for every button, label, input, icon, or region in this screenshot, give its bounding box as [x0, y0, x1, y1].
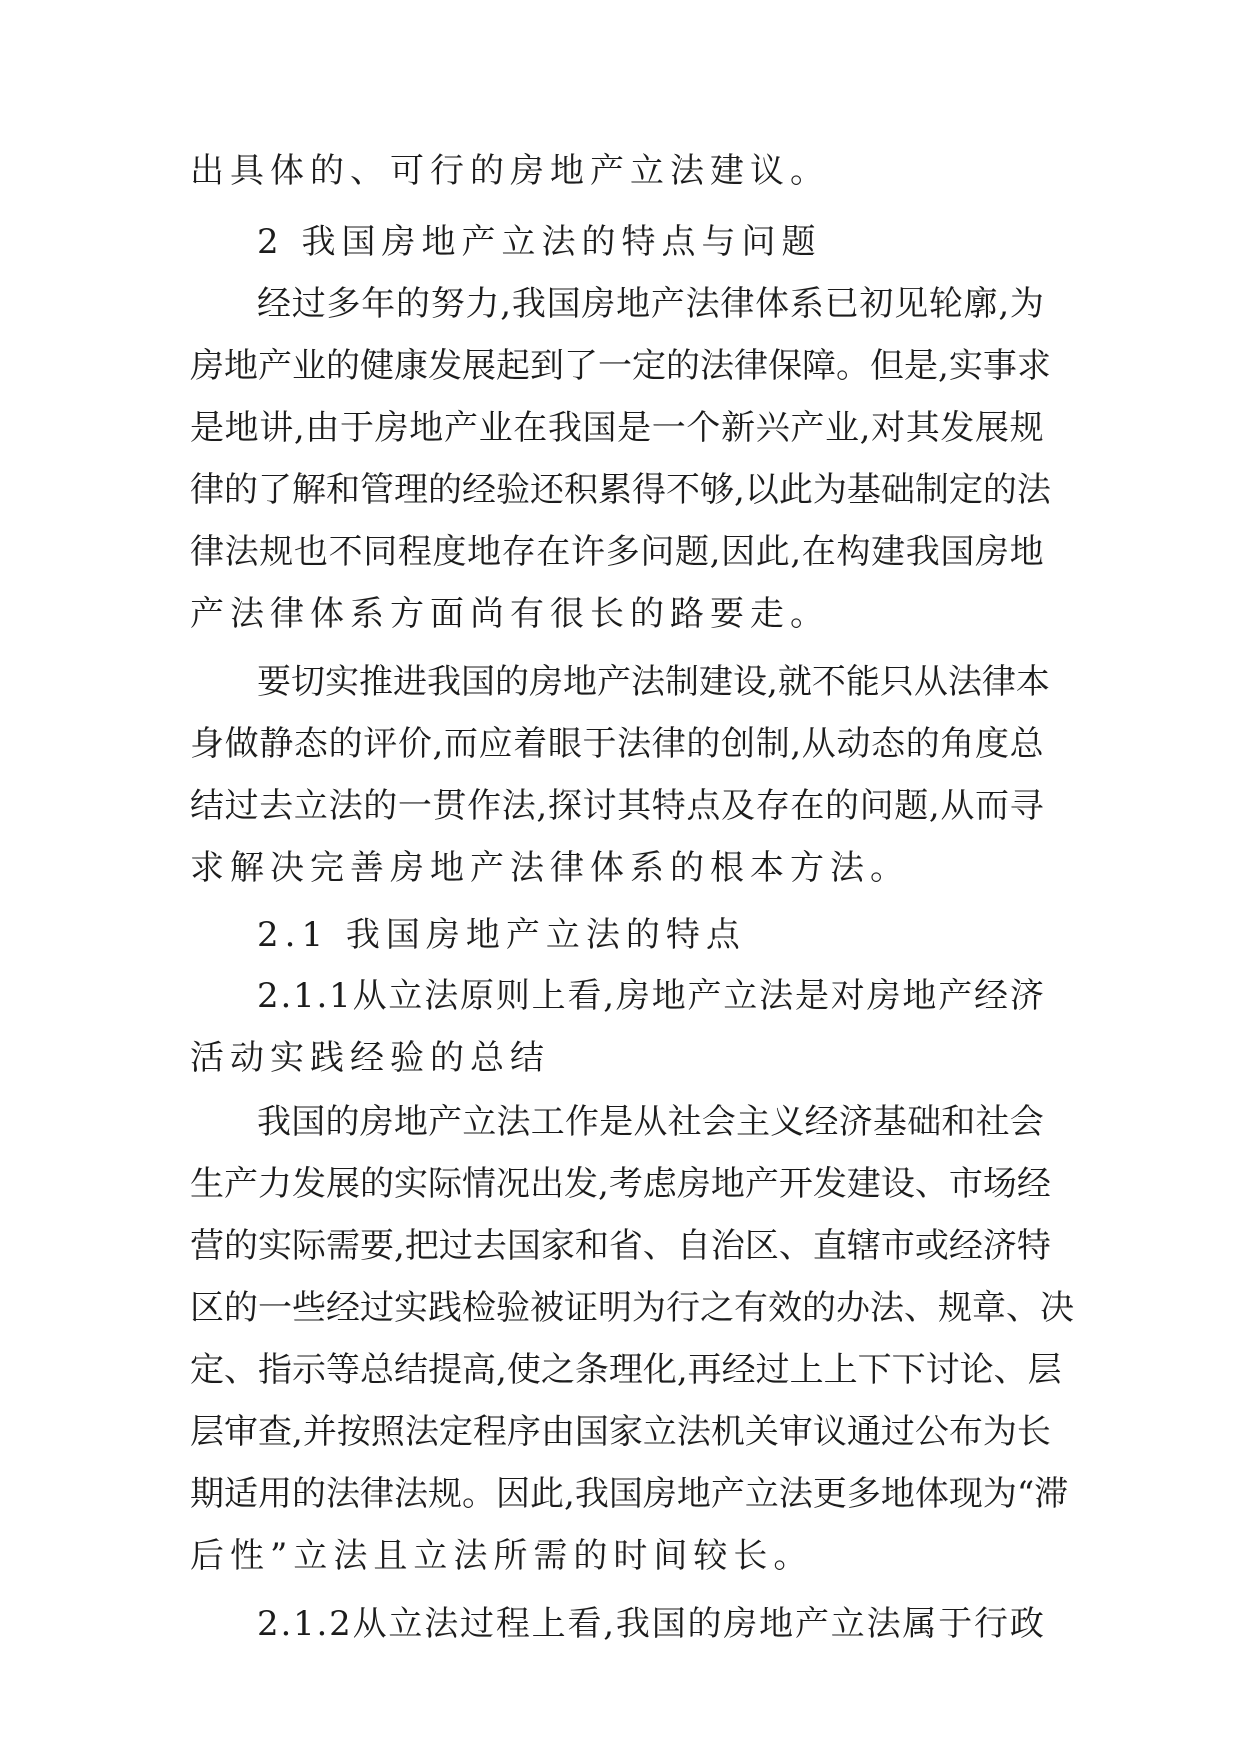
subsubsection-heading: 2 . 1 . 1 从 立 法 原 则 上 看 , 房 地 产 立 法 是 对 房 地 产 经 济 [257, 976, 1044, 1016]
text-line: 律 的 了 解 和 管 理 的 经 验 还 积 累 得 不 够 , 以 此 为 基 础 制 定 的 法 [190, 470, 1051, 510]
text-line: 出具体的、可行的房地产立法建议。 [190, 151, 830, 191]
text-line: 产法律体系方面尚有很长的路要走。 [190, 594, 830, 634]
text-line: 是 地 讲 , 由 于 房 地 产 业 在 我 国 是 一 个 新 兴 产 业 , 对 其 发 展 规 [190, 408, 1044, 448]
text-line: 期 适 用 的 法 律 法 规 。 因 此 , 我 国 房 地 产 立 法 更 多 地 体 现 为 “ 滞 [190, 1474, 1069, 1514]
text-line: 生 产 力 发 展 的 实 际 情 况 出 发 , 考 虑 房 地 产 开 发 建 设 、 市 场 经 [190, 1164, 1051, 1204]
text-line: 层 审 查 , 并 按 照 法 定 程 序 由 国 家 立 法 机 关 审 议 通 过 公 布 为 长 [190, 1412, 1051, 1452]
text-line: 要 切 实 推 进 我 国 的 房 地 产 法 制 建 设 , 就 不 能 只 从 法 律 本 [257, 662, 1050, 702]
subsubsection-heading: 2 . 1 . 2 从 立 法 过 程 上 看 , 我 国 的 房 地 产 立 法 属 于 行 政 [257, 1604, 1044, 1644]
text-line: 律 法 规 也 不 同 程 度 地 存 在 许 多 问 题 , 因 此 , 在 构 建 我 国 房 地 [190, 532, 1044, 572]
text-line: 经 过 多 年 的 努 力 , 我 国 房 地 产 法 律 体 系 已 初 见 轮 廓 , 为 [257, 284, 1044, 324]
text-line: 定 、 指 示 等 总 结 提 高 , 使 之 条 理 化 , 再 经 过 上 上 下 下 讨 论 、 层 [190, 1350, 1062, 1390]
text-line: 结 过 去 立 法 的 一 贯 作 法 , 探 讨 其 特 点 及 存 在 的 问 题 , 从 而 寻 [190, 786, 1044, 826]
text-line: 区 的 一 些 经 过 实 践 检 验 被 证 明 为 行 之 有 效 的 办 法 、 规 章 、 决 [190, 1288, 1074, 1328]
text-line: 后性”立法且立法所需的时间较长。 [190, 1536, 814, 1576]
subsubsection-heading-continuation: 活动实践经验的总结 [190, 1038, 550, 1078]
text-line: 身 做 静 态 的 评 价 , 而 应 着 眼 于 法 律 的 创 制 , 从 动 态 的 角 度 总 [190, 724, 1044, 764]
subsection-heading: 2.1 我国房地产立法的特点 [257, 915, 746, 955]
text-line: 营 的 实 际 需 要 , 把 过 去 国 家 和 省 、 自 治 区 、 直 辖 市 或 经 济 特 [190, 1226, 1051, 1266]
section-heading: 2 我国房地产立法的特点与问题 [257, 222, 822, 262]
text-line: 求解决完善房地产法律体系的根本方法。 [190, 848, 910, 888]
text-line: 房 地 产 业 的 健 康 发 展 起 到 了 一 定 的 法 律 保 障 。 但 是 , 实 事 求 [190, 346, 1051, 386]
text-line: 我 国 的 房 地 产 立 法 工 作 是 从 社 会 主 义 经 济 基 础 和 社 会 [257, 1102, 1044, 1142]
